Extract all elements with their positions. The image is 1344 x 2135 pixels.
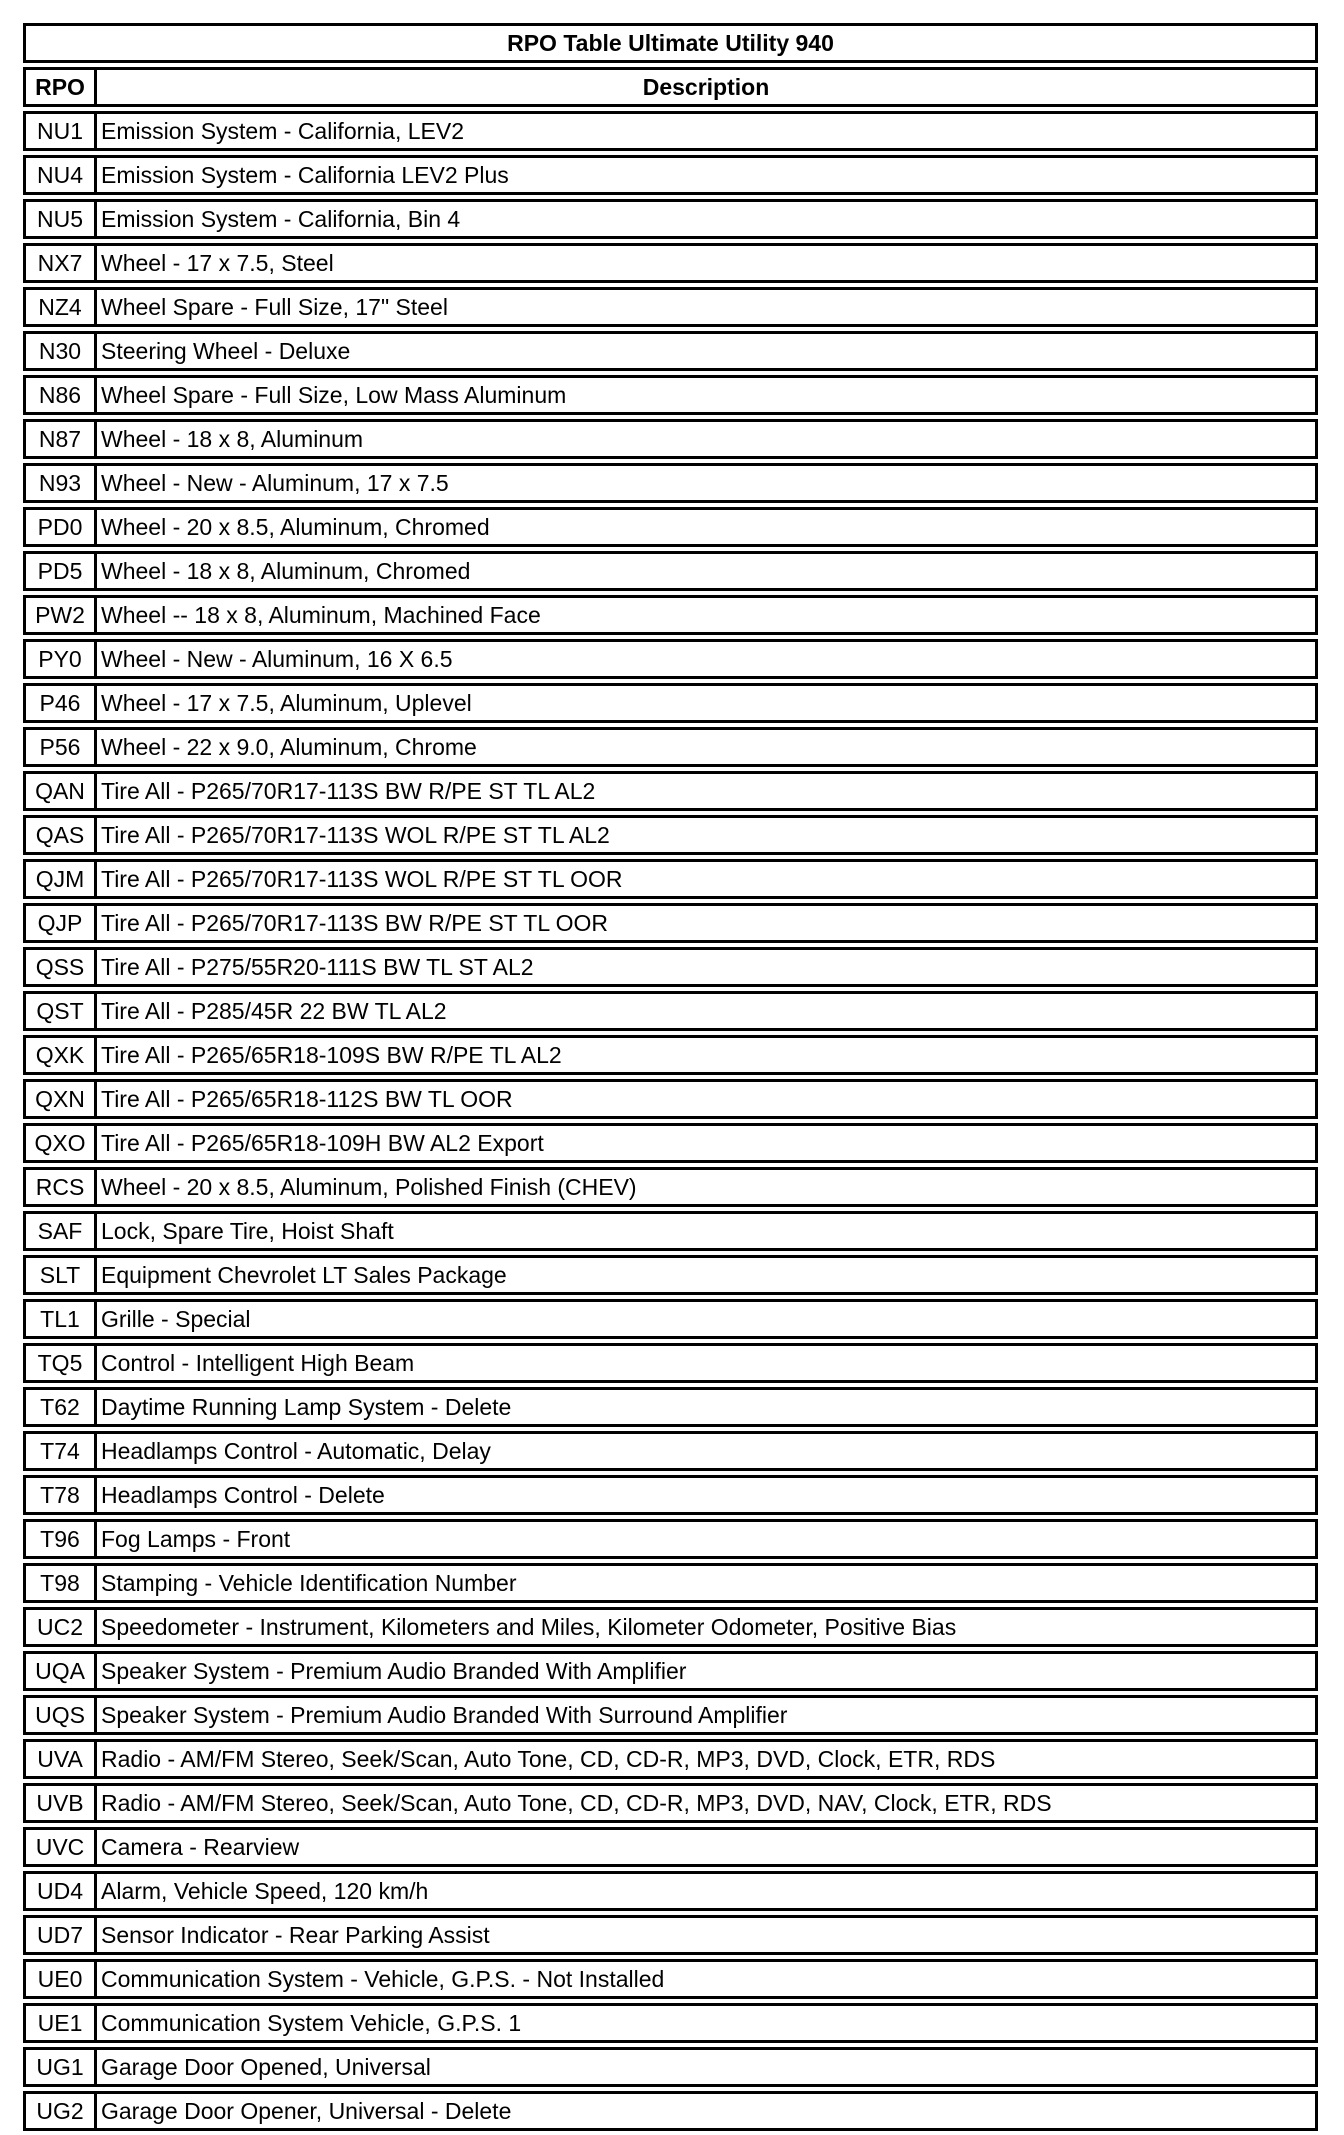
table-row <box>23 1255 1318 1295</box>
description-cell: Wheel - 20 x 8.5, Aluminum, Chromed <box>94 507 1318 547</box>
description-cell: Sensor Indicator - Rear Parking Assist <box>94 1915 1318 1955</box>
description-cell: Communication System - Vehicle, G.P.S. - Not Installed <box>94 1959 1318 1999</box>
rpo-code-cell: UQS <box>23 1695 94 1735</box>
description-cell: Tire All - P265/70R17-113S BW R/PE ST TL AL2 <box>94 771 1318 811</box>
rpo-code-cell: N86 <box>23 375 94 415</box>
table-row <box>23 287 1318 327</box>
description-cell: Wheel - New - Aluminum, 17 x 7.5 <box>94 463 1318 503</box>
rpo-code-cell: UG1 <box>23 2047 94 2087</box>
table-row <box>23 419 1318 459</box>
rpo-code-cell: T62 <box>23 1387 94 1427</box>
rpo-code-cell: QJP <box>23 903 94 943</box>
rpo-code-cell: PD5 <box>23 551 94 591</box>
rpo-code-cell: T78 <box>23 1475 94 1515</box>
rpo-code-cell: P46 <box>23 683 94 723</box>
table-row <box>23 243 1318 283</box>
rpo-code-cell: NU5 <box>23 199 94 239</box>
table-row <box>23 1519 1318 1559</box>
description-cell: Wheel - New - Aluminum, 16 X 6.5 <box>94 639 1318 679</box>
table-row <box>23 1299 1318 1339</box>
description-cell: Alarm, Vehicle Speed, 120 km/h <box>94 1871 1318 1911</box>
description-cell: Garage Door Opener, Universal - Delete <box>94 2091 1318 2131</box>
description-cell: Tire All - P265/65R18-109H BW AL2 Export <box>94 1123 1318 1163</box>
rpo-code-cell: UVC <box>23 1827 94 1867</box>
description-cell: Tire All - P265/70R17-113S WOL R/PE ST TL AL2 <box>94 815 1318 855</box>
table-row <box>23 331 1318 371</box>
table-row <box>23 375 1318 415</box>
rpo-code-cell: SAF <box>23 1211 94 1251</box>
table-row <box>23 1167 1318 1207</box>
description-cell: Tire All - P265/65R18-112S BW TL OOR <box>94 1079 1318 1119</box>
rpo-code-cell: UVA <box>23 1739 94 1779</box>
description-cell: Wheel - 17 x 7.5, Aluminum, Uplevel <box>94 683 1318 723</box>
table-row <box>23 1871 1318 1911</box>
description-cell: Wheel Spare - Full Size, 17" Steel <box>94 287 1318 327</box>
rpo-code-cell: RCS <box>23 1167 94 1207</box>
table-row <box>23 727 1318 767</box>
table-row <box>23 1123 1318 1163</box>
description-cell: Radio - AM/FM Stereo, Seek/Scan, Auto Tone, CD, CD-R, MP3, DVD, Clock, ETR, RDS <box>94 1739 1318 1779</box>
table-row <box>23 991 1318 1031</box>
table-row <box>23 2047 1318 2087</box>
table-row <box>23 1695 1318 1735</box>
description-cell: Tire All - P265/70R17-113S WOL R/PE ST TL OOR <box>94 859 1318 899</box>
table-header-row <box>23 67 1318 107</box>
description-cell: Emission System - California, Bin 4 <box>94 199 1318 239</box>
description-cell: Emission System - California LEV2 Plus <box>94 155 1318 195</box>
description-cell: Wheel Spare - Full Size, Low Mass Aluminum <box>94 375 1318 415</box>
description-cell: Headlamps Control - Delete <box>94 1475 1318 1515</box>
table-row <box>23 683 1318 723</box>
description-cell: Tire All - P265/65R18-109S BW R/PE TL AL2 <box>94 1035 1318 1075</box>
rpo-code-cell: TL1 <box>23 1299 94 1339</box>
table-row <box>23 947 1318 987</box>
table-row <box>23 155 1318 195</box>
description-cell: Communication System Vehicle, G.P.S. 1 <box>94 2003 1318 2043</box>
description-cell: Wheel - 22 x 9.0, Aluminum, Chrome <box>94 727 1318 767</box>
rpo-code-cell: QXN <box>23 1079 94 1119</box>
rpo-code-cell: PD0 <box>23 507 94 547</box>
table-row <box>23 1915 1318 1955</box>
table-row <box>23 639 1318 679</box>
rpo-code-cell: NU4 <box>23 155 94 195</box>
table-row <box>23 1827 1318 1867</box>
table-row <box>23 1079 1318 1119</box>
column-header-description: Description <box>94 67 1318 107</box>
rpo-code-cell: QJM <box>23 859 94 899</box>
table-row <box>23 1387 1318 1427</box>
rpo-code-cell: QAN <box>23 771 94 811</box>
description-cell: Headlamps Control - Automatic, Delay <box>94 1431 1318 1471</box>
table-row <box>23 1783 1318 1823</box>
table-row <box>23 1431 1318 1471</box>
rpo-code-cell: PY0 <box>23 639 94 679</box>
table-row <box>23 815 1318 855</box>
rpo-code-cell: UD7 <box>23 1915 94 1955</box>
rpo-code-cell: UG2 <box>23 2091 94 2131</box>
table-row <box>23 595 1318 635</box>
table-row <box>23 1959 1318 1999</box>
table-row <box>23 1035 1318 1075</box>
column-header-rpo: RPO <box>23 67 94 107</box>
description-cell: Tire All - P275/55R20-111S BW TL ST AL2 <box>94 947 1318 987</box>
description-cell: Wheel - 17 x 7.5, Steel <box>94 243 1318 283</box>
table-row <box>23 1739 1318 1779</box>
rpo-code-cell: T98 <box>23 1563 94 1603</box>
rpo-code-cell: N30 <box>23 331 94 371</box>
table-row <box>23 2091 1318 2131</box>
table-row <box>23 111 1318 151</box>
rpo-code-cell: UD4 <box>23 1871 94 1911</box>
rpo-code-cell: NU1 <box>23 111 94 151</box>
description-cell: Stamping - Vehicle Identification Number <box>94 1563 1318 1603</box>
table-row <box>23 463 1318 503</box>
rpo-code-cell: N93 <box>23 463 94 503</box>
description-cell: Wheel -- 18 x 8, Aluminum, Machined Face <box>94 595 1318 635</box>
description-cell: Grille - Special <box>94 1299 1318 1339</box>
rpo-code-cell: UC2 <box>23 1607 94 1647</box>
table-row <box>23 551 1318 591</box>
description-cell: Equipment Chevrolet LT Sales Package <box>94 1255 1318 1295</box>
rpo-code-cell: QST <box>23 991 94 1031</box>
description-cell: Wheel - 18 x 8, Aluminum <box>94 419 1318 459</box>
description-cell: Lock, Spare Tire, Hoist Shaft <box>94 1211 1318 1251</box>
rpo-table <box>23 19 1318 2135</box>
description-cell: Speaker System - Premium Audio Branded With Surround Amplifier <box>94 1695 1318 1735</box>
description-cell: Control - Intelligent High Beam <box>94 1343 1318 1383</box>
description-cell: Tire All - P285/45R 22 BW TL AL2 <box>94 991 1318 1031</box>
table-title-row <box>23 23 1318 63</box>
description-cell: Radio - AM/FM Stereo, Seek/Scan, Auto Tone, CD, CD-R, MP3, DVD, NAV, Clock, ETR, RDS <box>94 1783 1318 1823</box>
rpo-code-cell: UE1 <box>23 2003 94 2043</box>
rpo-code-cell: QXK <box>23 1035 94 1075</box>
table-row <box>23 1475 1318 1515</box>
description-cell: Fog Lamps - Front <box>94 1519 1318 1559</box>
rpo-code-cell: SLT <box>23 1255 94 1295</box>
rpo-code-cell: T96 <box>23 1519 94 1559</box>
table-title: RPO Table Ultimate Utility 940 <box>23 23 1318 63</box>
table-row <box>23 199 1318 239</box>
rpo-code-cell: NX7 <box>23 243 94 283</box>
description-cell: Daytime Running Lamp System - Delete <box>94 1387 1318 1427</box>
description-cell: Wheel - 20 x 8.5, Aluminum, Polished Finish (CHEV) <box>94 1167 1318 1207</box>
table-row <box>23 1211 1318 1251</box>
rpo-code-cell: UE0 <box>23 1959 94 1999</box>
table-row <box>23 771 1318 811</box>
rpo-code-cell: UVB <box>23 1783 94 1823</box>
description-cell: Camera - Rearview <box>94 1827 1318 1867</box>
rpo-code-cell: T74 <box>23 1431 94 1471</box>
table-row <box>23 2003 1318 2043</box>
table-body <box>23 111 1318 2131</box>
rpo-code-cell: P56 <box>23 727 94 767</box>
rpo-code-cell: QXO <box>23 1123 94 1163</box>
rpo-code-cell: UQA <box>23 1651 94 1691</box>
rpo-code-cell: QSS <box>23 947 94 987</box>
rpo-code-cell: TQ5 <box>23 1343 94 1383</box>
table-row <box>23 1343 1318 1383</box>
table-row <box>23 1651 1318 1691</box>
table-row <box>23 903 1318 943</box>
description-cell: Tire All - P265/70R17-113S BW R/PE ST TL OOR <box>94 903 1318 943</box>
rpo-code-cell: PW2 <box>23 595 94 635</box>
description-cell: Steering Wheel - Deluxe <box>94 331 1318 371</box>
description-cell: Wheel - 18 x 8, Aluminum, Chromed <box>94 551 1318 591</box>
table-row <box>23 859 1318 899</box>
description-cell: Speaker System - Premium Audio Branded With Amplifier <box>94 1651 1318 1691</box>
rpo-code-cell: QAS <box>23 815 94 855</box>
table-row <box>23 1607 1318 1647</box>
description-cell: Emission System - California, LEV2 <box>94 111 1318 151</box>
rpo-code-cell: N87 <box>23 419 94 459</box>
rpo-document <box>23 23 1318 2135</box>
rpo-code-cell: NZ4 <box>23 287 94 327</box>
table-row <box>23 1563 1318 1603</box>
table-row <box>23 507 1318 547</box>
description-cell: Garage Door Opened, Universal <box>94 2047 1318 2087</box>
description-cell: Speedometer - Instrument, Kilometers and Miles, Kilometer Odometer, Positive Bias <box>94 1607 1318 1647</box>
